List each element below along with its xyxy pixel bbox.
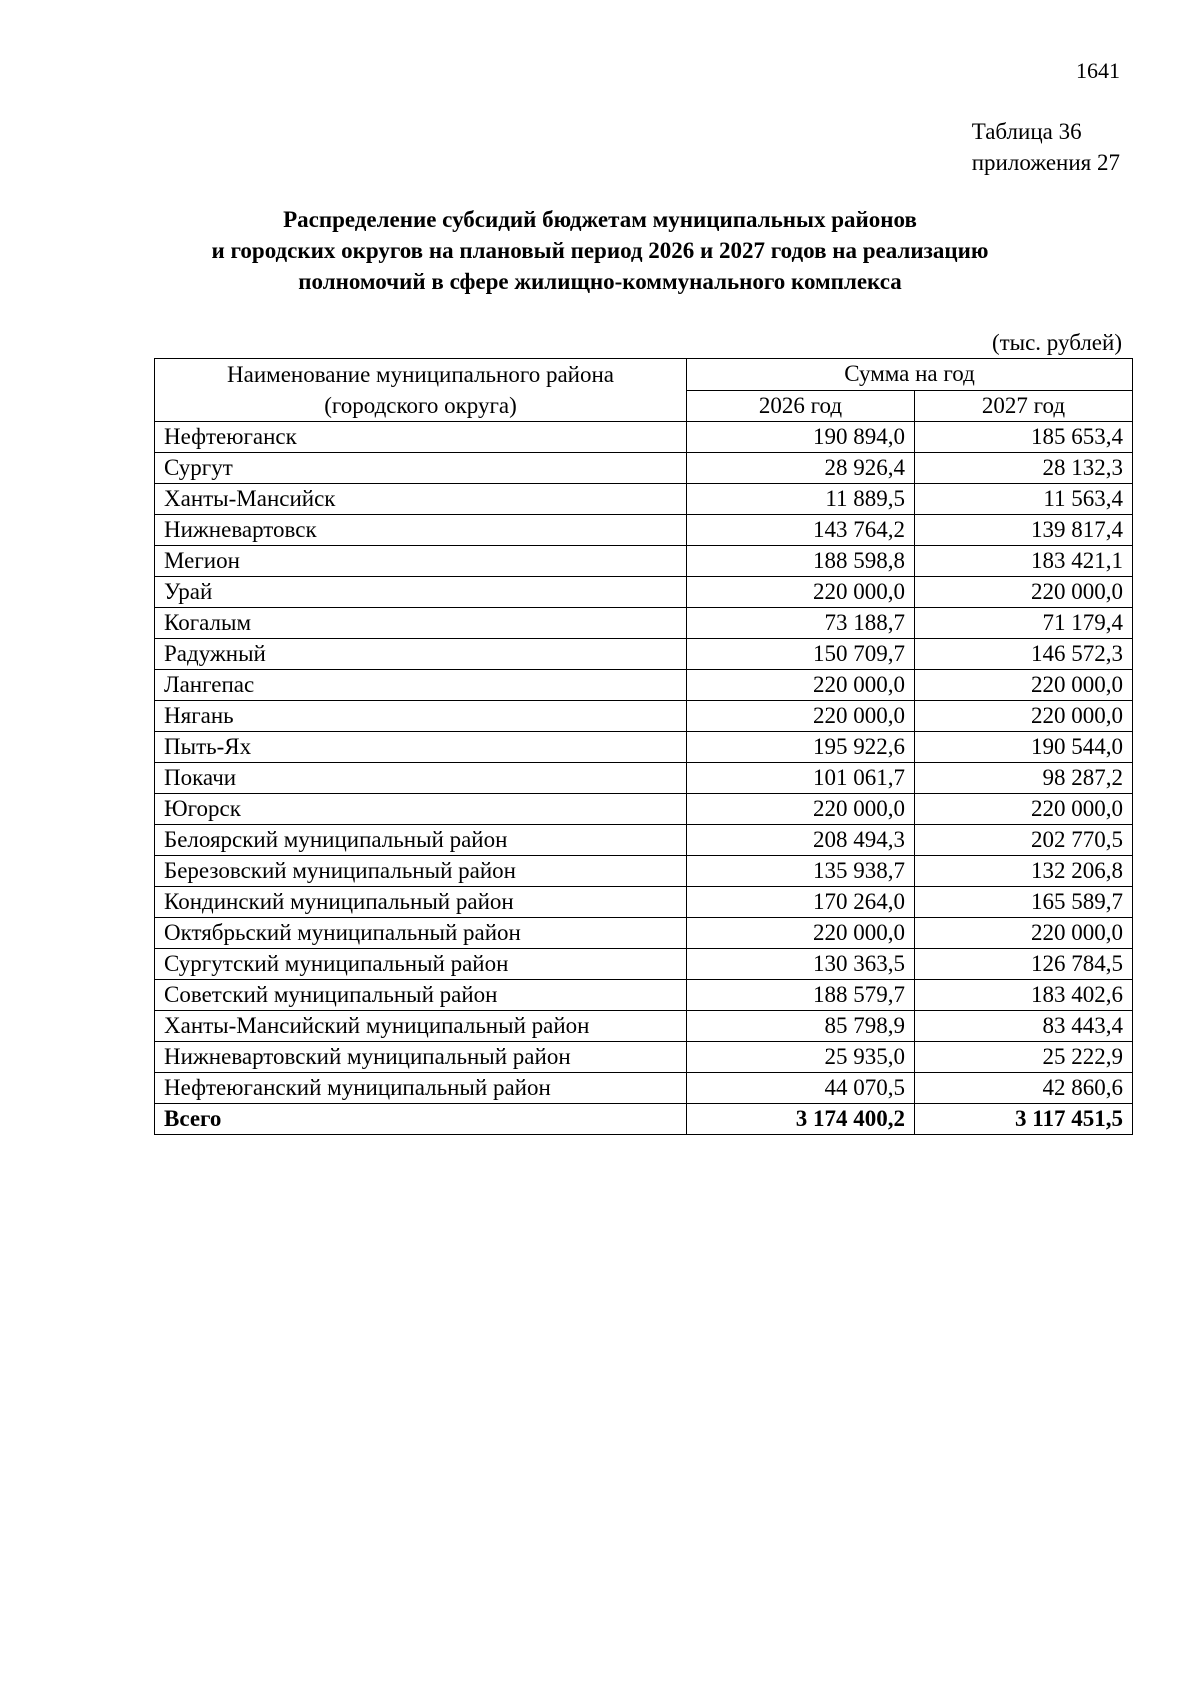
municipality-name: Югорск xyxy=(155,794,687,825)
document-title-line-2: и городских округов на плановый период 2026 и 2027 годов на реализацию xyxy=(211,238,989,263)
amount-2026: 195 922,6 xyxy=(687,732,915,763)
table-row xyxy=(155,546,1133,577)
municipality-name: Когалым xyxy=(155,608,687,639)
total-label: Всего xyxy=(155,1104,687,1135)
table-row xyxy=(155,732,1133,763)
amount-2026: 220 000,0 xyxy=(687,670,915,701)
municipality-name: Березовский муниципальный район xyxy=(155,856,687,887)
municipality-name: Сургутский муниципальный район xyxy=(155,949,687,980)
table-row xyxy=(155,980,1133,1011)
table-body xyxy=(155,422,1133,1135)
amount-2027: 71 179,4 xyxy=(915,608,1133,639)
municipality-name: Кондинский муниципальный район xyxy=(155,887,687,918)
municipality-name: Нижневартовский муниципальный район xyxy=(155,1042,687,1073)
amount-2026: 220 000,0 xyxy=(687,577,915,608)
amount-2027: 220 000,0 xyxy=(915,918,1133,949)
table-row xyxy=(155,887,1133,918)
municipality-name: Лангепас xyxy=(155,670,687,701)
amount-2026: 208 494,3 xyxy=(687,825,915,856)
municipality-name: Покачи xyxy=(155,763,687,794)
amount-2027: 83 443,4 xyxy=(915,1011,1133,1042)
table-row xyxy=(155,608,1133,639)
municipality-name: Нефтеюганск xyxy=(155,422,687,453)
amount-2026: 130 363,5 xyxy=(687,949,915,980)
table-row xyxy=(155,1073,1133,1104)
table-row xyxy=(155,825,1133,856)
table-row xyxy=(155,484,1133,515)
municipality-name: Советский муниципальный район xyxy=(155,980,687,1011)
municipality-name: Нягань xyxy=(155,701,687,732)
table-header-row xyxy=(155,359,1133,391)
amount-2027: 183 421,1 xyxy=(915,546,1133,577)
header-sum-per-year: Сумма на год xyxy=(687,359,1133,391)
amount-2026: 220 000,0 xyxy=(687,794,915,825)
header-municipality-name-line-2: (городского округа) xyxy=(324,393,517,418)
municipality-name: Ханты-Мансийск xyxy=(155,484,687,515)
amount-2027: 132 206,8 xyxy=(915,856,1133,887)
municipality-name: Ханты-Мансийский муниципальный район xyxy=(155,1011,687,1042)
table-row xyxy=(155,422,1133,453)
amount-2026: 143 764,2 xyxy=(687,515,915,546)
municipality-name: Радужный xyxy=(155,639,687,670)
table-row xyxy=(155,1042,1133,1073)
amount-2027: 183 402,6 xyxy=(915,980,1133,1011)
amount-2026: 220 000,0 xyxy=(687,701,915,732)
table-row xyxy=(155,794,1133,825)
amount-2027: 220 000,0 xyxy=(915,670,1133,701)
amount-2027: 190 544,0 xyxy=(915,732,1133,763)
subsidy-table xyxy=(154,358,1133,1135)
amount-2026: 44 070,5 xyxy=(687,1073,915,1104)
document-title xyxy=(150,204,1050,297)
amount-2026: 25 935,0 xyxy=(687,1042,915,1073)
amount-2027: 98 287,2 xyxy=(915,763,1133,794)
municipality-name: Сургут xyxy=(155,453,687,484)
amount-2027: 126 784,5 xyxy=(915,949,1133,980)
table-row xyxy=(155,856,1133,887)
amount-2027: 42 860,6 xyxy=(915,1073,1133,1104)
table-row xyxy=(155,1011,1133,1042)
table-row xyxy=(155,918,1133,949)
table-row xyxy=(155,639,1133,670)
table-row xyxy=(155,453,1133,484)
municipality-name: Октябрьский муниципальный район xyxy=(155,918,687,949)
units-label: (тыс. рублей) xyxy=(991,330,1122,355)
municipality-name: Нефтеюганский муниципальный район xyxy=(155,1073,687,1104)
total-amount-2027: 3 117 451,5 xyxy=(915,1104,1133,1135)
total-amount-2026: 3 174 400,2 xyxy=(687,1104,915,1135)
header-municipality-name-line-1: Наименование муниципального района xyxy=(227,362,614,387)
amount-2027: 220 000,0 xyxy=(915,701,1133,732)
table-row xyxy=(155,670,1133,701)
amount-2027: 28 132,3 xyxy=(915,453,1133,484)
amount-2027: 139 817,4 xyxy=(915,515,1133,546)
document-title-line-1: Распределение субсидий бюджетам муниципальных районов xyxy=(283,207,917,232)
amount-2027: 202 770,5 xyxy=(915,825,1133,856)
amount-2027: 11 563,4 xyxy=(915,484,1133,515)
amount-2026: 190 894,0 xyxy=(687,422,915,453)
amount-2026: 73 188,7 xyxy=(687,608,915,639)
amount-2026: 188 579,7 xyxy=(687,980,915,1011)
document-title-line-3: полномочий в сфере жилищно-коммунального комплекса xyxy=(298,269,902,294)
table-reference-appendix: приложения 27 xyxy=(971,150,1120,175)
table-reference-number: Таблица 36 xyxy=(971,119,1082,144)
amount-2026: 11 889,5 xyxy=(687,484,915,515)
municipality-name: Нижневартовск xyxy=(155,515,687,546)
municipality-name: Урай xyxy=(155,577,687,608)
table-row xyxy=(155,515,1133,546)
table-reference xyxy=(972,116,1120,178)
amount-2027: 220 000,0 xyxy=(915,794,1133,825)
page-number: 1641 xyxy=(1076,58,1120,83)
amount-2026: 135 938,7 xyxy=(687,856,915,887)
table-row xyxy=(155,577,1133,608)
header-year-2027: 2027 год xyxy=(915,390,1133,422)
amount-2027: 165 589,7 xyxy=(915,887,1133,918)
amount-2026: 170 264,0 xyxy=(687,887,915,918)
table-header xyxy=(155,359,1133,422)
municipality-name: Мегион xyxy=(155,546,687,577)
amount-2026: 150 709,7 xyxy=(687,639,915,670)
amount-2026: 85 798,9 xyxy=(687,1011,915,1042)
table-total-row xyxy=(155,1104,1133,1135)
amount-2027: 146 572,3 xyxy=(915,639,1133,670)
amount-2026: 220 000,0 xyxy=(687,918,915,949)
amount-2026: 188 598,8 xyxy=(687,546,915,577)
amount-2026: 28 926,4 xyxy=(687,453,915,484)
amount-2027: 185 653,4 xyxy=(915,422,1133,453)
amount-2026: 101 061,7 xyxy=(687,763,915,794)
header-municipality-name xyxy=(155,359,687,422)
municipality-name: Пыть-Ях xyxy=(155,732,687,763)
amount-2027: 25 222,9 xyxy=(915,1042,1133,1073)
municipality-name: Белоярский муниципальный район xyxy=(155,825,687,856)
header-year-2026: 2026 год xyxy=(687,390,915,422)
table-row xyxy=(155,763,1133,794)
table-row xyxy=(155,701,1133,732)
table-row xyxy=(155,949,1133,980)
amount-2027: 220 000,0 xyxy=(915,577,1133,608)
